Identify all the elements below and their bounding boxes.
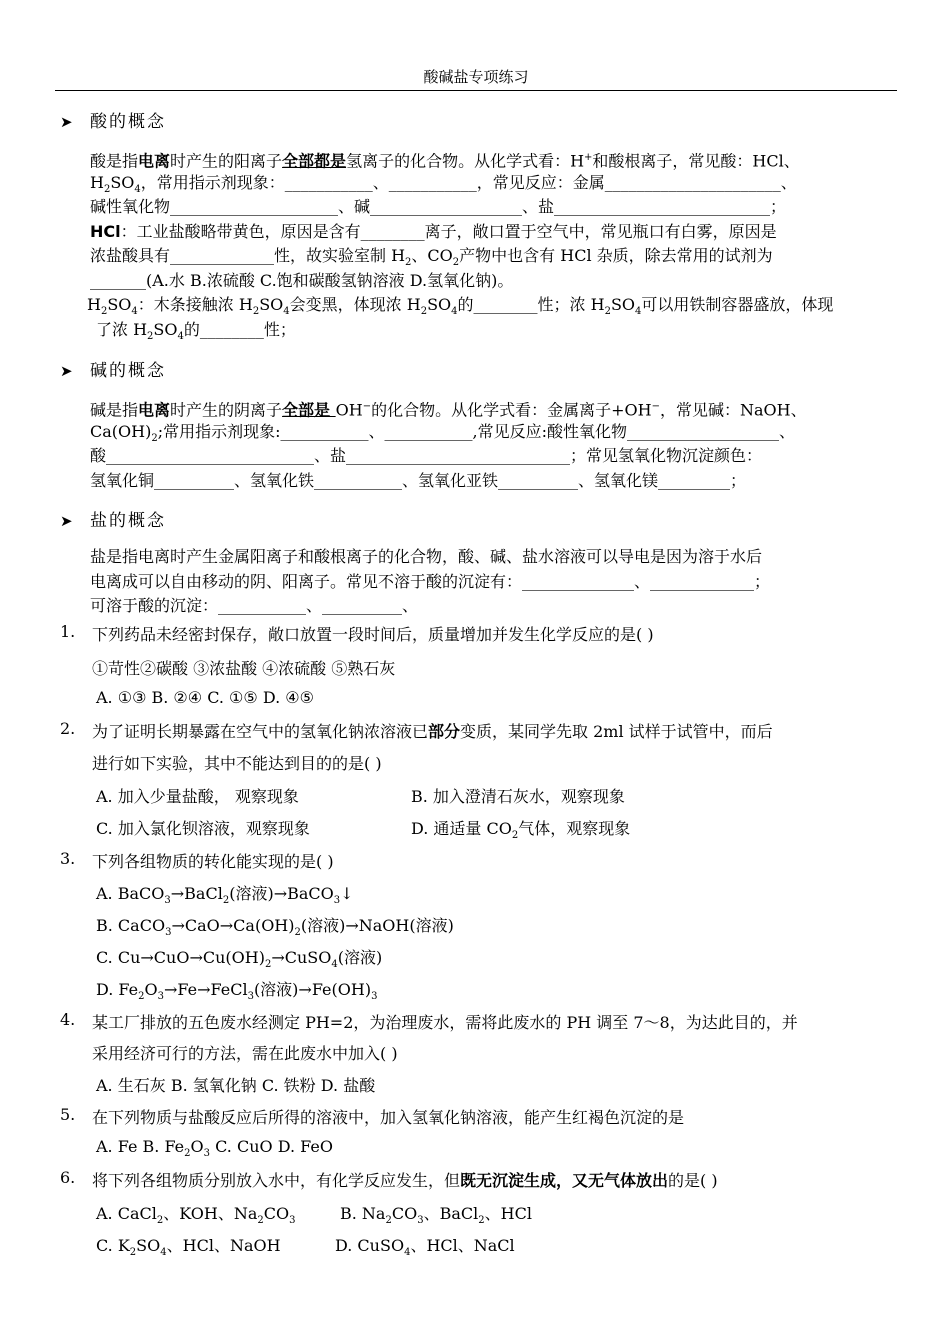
text-segment: (溶液)→Fe(OH) bbox=[253, 980, 372, 999]
text-segment: 2 bbox=[147, 330, 154, 342]
text-segment: 氢离子的化合物。从化学式看：H bbox=[346, 151, 585, 171]
text-segment: 可溶于酸的沉淀：___________、__________、 bbox=[90, 596, 419, 615]
text-segment: 1. bbox=[60, 622, 76, 641]
text-segment: SO bbox=[110, 172, 135, 192]
text-segment: 2 bbox=[604, 306, 611, 318]
text-segment: 将下列各组物质分别放入水中，有化学反应发生，但 bbox=[92, 1171, 461, 1190]
text-segment: A. 加入少量盐酸， 观察现象 bbox=[96, 787, 299, 806]
text-segment: A. Fe B. Fe bbox=[96, 1137, 185, 1156]
text-segment: 的是( ) bbox=[668, 1171, 718, 1190]
text-segment: C. K bbox=[96, 1236, 130, 1255]
text-segment: 3 bbox=[417, 1215, 424, 1227]
text-segment: 3. bbox=[60, 849, 76, 868]
text-segment: 2 bbox=[385, 1215, 392, 1227]
text-segment: 氢氧化铜__________、氢氧化铁___________、氢氧化亚铁__________、氢氧化镁_________； bbox=[90, 470, 747, 490]
text-segment: 、KOH、Na bbox=[163, 1204, 258, 1223]
text-segment: 4 bbox=[283, 306, 290, 318]
text-segment: 3 bbox=[157, 991, 164, 1003]
text-segment: 3 bbox=[289, 1215, 296, 1227]
text-segment: ：木条接触浓 H bbox=[137, 295, 253, 314]
base-paragraph bbox=[90, 395, 898, 493]
text-segment: B. 加入澄清石灰水，观察现象 bbox=[411, 787, 625, 806]
text-segment: 、HCl、NaOH bbox=[166, 1236, 281, 1255]
text-segment: D. CuSO bbox=[335, 1236, 405, 1255]
arrow-bullet-icon: ➤ bbox=[60, 512, 75, 530]
text-segment: 2 bbox=[129, 1247, 137, 1259]
text-segment: A. 生石灰 B. 氢氧化钠 C. 铁粉 D. 盐酸 bbox=[96, 1076, 376, 1095]
text-segment: 采用经济可行的方法，需在此废水中加入( ) bbox=[92, 1044, 398, 1063]
text-segment: O bbox=[190, 1137, 204, 1156]
text-segment: _______(A.水 B.浓硫酸 C.饱和碳酸氢钠溶液 D.氢氧化钠)。 bbox=[90, 270, 514, 290]
text-segment: →Fe→FeCl bbox=[164, 980, 248, 999]
text-segment: 3 bbox=[203, 1148, 211, 1160]
text-segment: 2 bbox=[252, 306, 260, 318]
text-segment: 电离 bbox=[138, 151, 171, 171]
section-title: 酸的概念 bbox=[90, 112, 166, 132]
text-segment: 电离 bbox=[138, 400, 171, 420]
text-segment: 某工厂排放的五色废水经测定 PH=2，为治理废水，需将此废水的 PH 调至 7～8，为达此目的，并 bbox=[92, 1013, 798, 1032]
text-segment: SO bbox=[427, 295, 452, 314]
text-segment: 部分 bbox=[428, 722, 461, 741]
text-segment: − bbox=[362, 401, 372, 412]
text-segment: 4 bbox=[635, 306, 642, 318]
text-segment: 3 bbox=[247, 991, 254, 1003]
text-segment: 的________性； bbox=[183, 319, 296, 339]
text-segment: 2 bbox=[511, 830, 519, 842]
text-segment: 酸是指 bbox=[90, 151, 139, 171]
text-segment: 下列各组物质的转化能实现的是( ) bbox=[92, 852, 334, 871]
text-segment: ↓ bbox=[340, 884, 354, 903]
text-segment: 的________性；浓 H bbox=[457, 295, 605, 314]
text-segment: SO bbox=[107, 295, 132, 314]
arrow-bullet-icon: ➤ bbox=[60, 113, 75, 131]
text-segment: A. BaCO bbox=[96, 884, 165, 903]
text-segment: 4 bbox=[131, 306, 138, 318]
text-segment: 和酸根离子，常见酸：HCl、 bbox=[592, 151, 800, 171]
text-segment: 3 bbox=[164, 895, 171, 907]
text-segment: CO bbox=[263, 1204, 290, 1223]
text-segment: D. 通适量 CO bbox=[411, 819, 512, 838]
text-segment: CO bbox=[391, 1204, 418, 1223]
text-segment: 2 bbox=[294, 927, 301, 939]
text-segment: H bbox=[90, 172, 104, 192]
section-acid-heading bbox=[60, 107, 166, 132]
text-segment: 既无沉淀生成，又无气体放出 bbox=[460, 1171, 669, 1190]
text-segment: 2. bbox=[60, 719, 76, 738]
text-segment: 碱是指 bbox=[90, 400, 139, 420]
text-segment: 可以用铁制容器盛放，体现 bbox=[641, 295, 834, 314]
page-header: 酸碱盐专项练习 bbox=[55, 66, 897, 91]
text-segment: ①苛性②碳酸 ③浓盐酸 ④浓硫酸 ⑤熟石灰 bbox=[92, 659, 396, 678]
text-segment: 2 bbox=[222, 895, 230, 907]
text-segment: 3 bbox=[165, 927, 172, 939]
text-segment: 浓盐酸具有_____________性，故实验室制 H bbox=[90, 246, 406, 265]
text-segment: B. CaCO bbox=[96, 916, 166, 935]
text-segment: 、HCl bbox=[484, 1204, 532, 1223]
text-segment: 酸__________________________、盐____________________________；常见氢氧化物沉淀颜色： bbox=[90, 446, 763, 465]
text-segment: 2 bbox=[138, 991, 145, 1003]
text-segment: 2 bbox=[478, 1215, 485, 1227]
text-segment: C. CuO D. FeO bbox=[210, 1137, 333, 1156]
text-segment: 产物中也含有 HCl 杂质，除去常用的试剂为 bbox=[459, 246, 773, 265]
text-segment: 时产生的阳离子 bbox=[170, 151, 283, 171]
text-segment: C. 加入氯化钡溶液，观察现象 bbox=[96, 819, 310, 838]
text-segment: ，常见碱：NaOH、 bbox=[659, 400, 807, 420]
text-segment: A. CaCl bbox=[96, 1204, 157, 1223]
text-segment: 2 bbox=[100, 306, 108, 318]
text-segment: 4 bbox=[160, 1247, 167, 1259]
text-segment: OH bbox=[335, 400, 363, 420]
section-base-heading bbox=[60, 356, 166, 381]
arrow-bullet-icon: ➤ bbox=[60, 362, 75, 380]
text-segment: 、CO bbox=[411, 246, 453, 265]
text-segment: ;常用指示剂现象:___________、___________,常见反应:酸性氧化物___________________、 bbox=[157, 421, 795, 441]
section-title: 碱的概念 bbox=[90, 361, 166, 381]
text-segment: B. Na bbox=[340, 1204, 386, 1223]
text-segment: →CaO→Ca(OH) bbox=[171, 916, 295, 935]
text-segment: 2 bbox=[103, 183, 111, 195]
text-segment: A. ①③ B. ②④ C. ①⑤ D. ④⑤ bbox=[96, 688, 314, 707]
text-segment: 3 bbox=[371, 991, 378, 1003]
text-segment: →CuSO bbox=[271, 948, 332, 967]
text-segment: HCl bbox=[90, 221, 121, 241]
text-segment: →BaCl bbox=[170, 884, 223, 903]
text-segment: (溶液) bbox=[337, 948, 383, 967]
text-segment: ：工业盐酸略带黄色，原因是含有________离子，敞口置于空气中，常见瓶口有白雾，原因是 bbox=[120, 221, 777, 241]
text-segment: 4. bbox=[60, 1010, 76, 1029]
text-segment: 、HCl、NaCl bbox=[410, 1236, 515, 1255]
text-segment: D. Fe bbox=[96, 980, 139, 999]
text-segment: 2 bbox=[257, 1215, 264, 1227]
text-segment: SO bbox=[610, 295, 636, 314]
text-segment: 、BaCl bbox=[423, 1204, 479, 1223]
section-title: 盐的概念 bbox=[90, 511, 166, 531]
text-segment: − bbox=[651, 401, 660, 412]
text-segment: 变质，某同学先取 2ml 试样于试管中，而后 bbox=[460, 722, 773, 741]
text-segment: SO bbox=[259, 295, 284, 314]
text-segment: (溶液)→NaOH(溶液) bbox=[300, 916, 454, 935]
text-segment: 4 bbox=[404, 1247, 411, 1259]
text-segment: 下列药品未经密封保存，敞口放置一段时间后，质量增加并发生化学反应的是( ) bbox=[92, 625, 654, 644]
text-segment: + bbox=[584, 152, 593, 163]
text-segment: O bbox=[144, 980, 158, 999]
text-segment: ，常用指示剂现象：___________、___________，常见反应：金属______________________、 bbox=[140, 172, 797, 192]
text-segment: H bbox=[87, 295, 101, 314]
text-segment: 的化合物。从化学式看：金属离子+OH bbox=[371, 400, 652, 420]
text-segment: 4 bbox=[177, 330, 184, 342]
text-segment: SO bbox=[153, 319, 178, 339]
text-segment: 全部是 bbox=[282, 400, 336, 420]
section-salt-heading bbox=[60, 506, 166, 531]
text-segment: 为了证明长期暴露在空气中的氢氧化钠浓溶液已 bbox=[92, 722, 429, 741]
text-segment: 2 bbox=[405, 257, 412, 269]
text-segment: 会变黑，体现浓 H bbox=[289, 295, 421, 314]
text-segment: 气体，观察现象 bbox=[518, 819, 631, 838]
text-segment: SO bbox=[136, 1236, 161, 1255]
text-segment: 时产生的阴离子 bbox=[170, 400, 283, 420]
text-segment: 5. bbox=[60, 1105, 76, 1124]
text-segment: 盐是指电离时产生金属阳离子和酸根离子的化合物，酸、碱、盐水溶液可以导电是因为溶于水后 bbox=[90, 547, 763, 566]
text-segment: 2 bbox=[156, 1215, 164, 1227]
text-segment: 4 bbox=[134, 183, 141, 195]
text-segment: 2 bbox=[264, 959, 272, 971]
text-segment: 4 bbox=[331, 959, 338, 971]
text-segment: 电离成可以自由移动的阴、阳离子。常见不溶于酸的沉淀有：______________、_____________； bbox=[90, 571, 771, 591]
text-segment: 碱性氧化物_____________________、碱___________________、盐___________________________； bbox=[90, 197, 787, 216]
acid-paragraph bbox=[87, 146, 898, 342]
text-segment: 2 bbox=[184, 1148, 191, 1160]
text-segment: 全部都是 bbox=[282, 151, 347, 171]
text-segment: (溶液)→BaCO bbox=[229, 884, 334, 903]
text-segment: 3 bbox=[333, 895, 341, 907]
text-segment: 在下列物质与盐酸反应后所得的溶液中，加入氢氧化钠溶液，能产生红褐色沉淀的是 bbox=[92, 1108, 685, 1127]
text-segment: 2 bbox=[452, 257, 460, 269]
salt-paragraph bbox=[90, 545, 898, 619]
text-segment: 2 bbox=[420, 306, 428, 318]
text-segment: 2 bbox=[151, 432, 158, 444]
text-segment: Ca(OH) bbox=[90, 421, 152, 441]
text-segment: 4 bbox=[451, 306, 458, 318]
text-segment: 进行如下实验，其中不能达到目的的是( ) bbox=[92, 754, 382, 773]
text-segment: C. Cu→CuO→Cu(OH) bbox=[96, 948, 265, 967]
text-segment: 了浓 H bbox=[96, 319, 148, 339]
text-segment: 6. bbox=[60, 1168, 76, 1187]
